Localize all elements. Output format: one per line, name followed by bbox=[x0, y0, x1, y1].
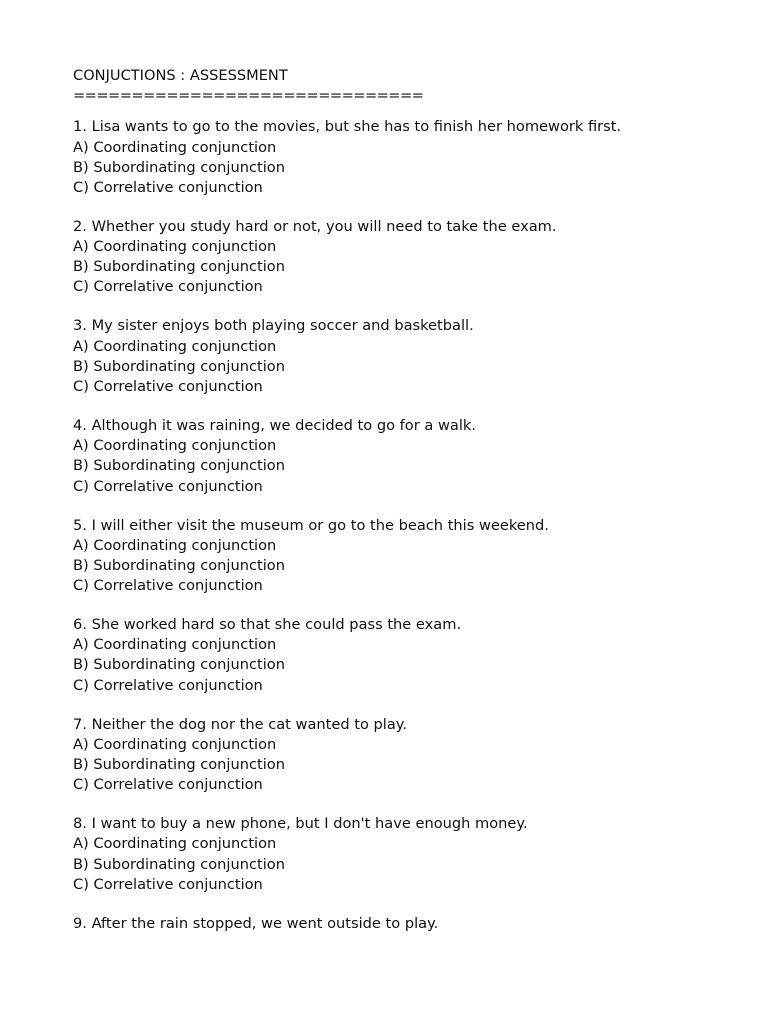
question-item bbox=[73, 516, 753, 597]
answer-option: B) Subordinating conjunction bbox=[73, 756, 285, 774]
answer-option: C) Correlative conjunction bbox=[73, 875, 263, 893]
answer-option: C) Correlative conjunction bbox=[73, 278, 263, 296]
answer-option: B) Subordinating conjunction bbox=[73, 357, 285, 375]
question-item bbox=[73, 715, 753, 796]
answer-option: A) Coordinating conjunction bbox=[73, 138, 277, 156]
question-prompt: 2. Whether you study hard or not, you will need to take the exam. bbox=[73, 217, 557, 235]
answer-option: A) Coordinating conjunction bbox=[73, 835, 277, 853]
answer-option: A) Coordinating conjunction bbox=[73, 437, 277, 455]
question-item bbox=[73, 914, 753, 934]
title-underline-rule: ============================== bbox=[73, 87, 424, 105]
answer-option: C) Correlative conjunction bbox=[73, 776, 263, 794]
answer-option: C) Correlative conjunction bbox=[73, 378, 263, 396]
question-item bbox=[73, 117, 753, 198]
answer-option: A) Coordinating conjunction bbox=[73, 337, 277, 355]
question-prompt: 9. After the rain stopped, we went outside to play. bbox=[73, 914, 439, 932]
answer-option: B) Subordinating conjunction bbox=[73, 556, 285, 574]
question-prompt: 7. Neither the dog nor the cat wanted to play. bbox=[73, 715, 407, 733]
answer-option: C) Correlative conjunction bbox=[73, 477, 263, 495]
answer-option: A) Coordinating conjunction bbox=[73, 636, 277, 654]
question-item bbox=[73, 615, 753, 696]
question-item bbox=[73, 416, 753, 497]
question-prompt: 5. I will either visit the museum or go to the beach this weekend. bbox=[73, 516, 549, 534]
question-item bbox=[73, 316, 753, 397]
document-title: CONJUCTIONS : ASSESSMENT bbox=[73, 67, 288, 84]
answer-option: A) Coordinating conjunction bbox=[73, 735, 277, 753]
question-prompt: 3. My sister enjoys both playing soccer and basketball. bbox=[73, 317, 474, 335]
question-item bbox=[73, 217, 753, 298]
answer-option: B) Subordinating conjunction bbox=[73, 158, 285, 176]
document-header bbox=[73, 66, 753, 106]
question-list bbox=[73, 117, 753, 934]
answer-option: B) Subordinating conjunction bbox=[73, 656, 285, 674]
answer-option: B) Subordinating conjunction bbox=[73, 855, 285, 873]
question-prompt: 8. I want to buy a new phone, but I don't have enough money. bbox=[73, 815, 528, 833]
answer-option: C) Correlative conjunction bbox=[73, 178, 263, 196]
answer-option: B) Subordinating conjunction bbox=[73, 258, 285, 276]
answer-option: A) Coordinating conjunction bbox=[73, 536, 277, 554]
question-item bbox=[73, 814, 753, 895]
answer-option: B) Subordinating conjunction bbox=[73, 457, 285, 475]
question-prompt: 6. She worked hard so that she could pass the exam. bbox=[73, 616, 462, 634]
question-prompt: 1. Lisa wants to go to the movies, but she has to finish her homework first. bbox=[73, 118, 622, 136]
answer-option: C) Correlative conjunction bbox=[73, 676, 263, 694]
answer-option: A) Coordinating conjunction bbox=[73, 238, 277, 256]
answer-option: C) Correlative conjunction bbox=[73, 577, 263, 595]
document-page bbox=[73, 66, 753, 953]
question-prompt: 4. Although it was raining, we decided to go for a walk. bbox=[73, 417, 476, 435]
